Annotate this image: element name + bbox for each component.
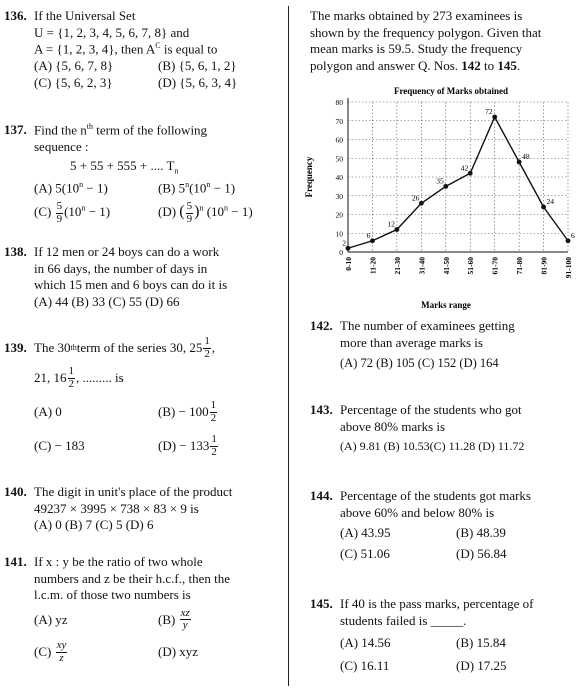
- option-d[interactable]: (D) {5, 6, 3, 4}: [158, 74, 238, 90]
- options: [4, 434, 282, 458]
- data-label: 24: [546, 197, 555, 206]
- chart-axes: [348, 98, 568, 252]
- option-b[interactable]: (B) − 100 $\frac{1}{2}$: [158, 399, 217, 424]
- data-point: [419, 201, 424, 206]
- option-b[interactable]: (B) $\frac{xz}{y}$: [158, 606, 190, 632]
- options: [310, 546, 576, 563]
- x-tick-label: 21-30: [392, 257, 402, 275]
- options: [310, 658, 576, 675]
- data-point: [443, 184, 448, 189]
- y-axis-label: Frequency: [304, 156, 314, 198]
- question-text: above 80% marks is: [340, 418, 446, 434]
- question-text: The 30: [34, 339, 71, 355]
- data-label: 6: [571, 230, 575, 240]
- options: [4, 180, 282, 197]
- options: [310, 525, 576, 542]
- question-text: 21, 16 $\frac{1}{2}$ , ......... is: [34, 365, 124, 390]
- question-text: Find the n: [34, 122, 87, 138]
- option-a[interactable]: (A) 14.56: [340, 635, 391, 651]
- options: [310, 635, 576, 652]
- y-tick-label: 20: [335, 210, 343, 220]
- question-text: in 66 days, the number of days in: [34, 260, 208, 276]
- options: [4, 75, 282, 92]
- question-number: 143.: [310, 402, 333, 417]
- option-c[interactable]: (C) 51.06: [340, 545, 390, 561]
- question-text: more than average marks is: [340, 334, 483, 350]
- chart-title: Frequency of Marks obtained: [393, 86, 509, 96]
- data-label: 6: [366, 230, 371, 240]
- option-a[interactable]: (A) {5, 6, 7, 8}: [34, 58, 114, 74]
- data-point: [517, 160, 522, 165]
- question-text: 49237 × 3995 × 738 × 83 × 9 is: [34, 500, 199, 516]
- question-text: which 15 men and 6 boys can do it is: [34, 277, 228, 293]
- option-a[interactable]: (A) yz: [34, 611, 68, 627]
- chart-series: [342, 107, 575, 251]
- question-text: numbers and z be their h.c.f., then the: [34, 570, 231, 586]
- option-c[interactable]: (C) {5, 6, 2, 3}: [34, 74, 113, 90]
- y-tick-label: 70: [335, 116, 343, 126]
- y-tick-label: 80: [335, 98, 343, 107]
- question-145: [310, 596, 576, 675]
- x-tick-label: 81-90: [539, 257, 549, 275]
- options[interactable]: (A) 0 (B) 7 (C) 5 (D) 6: [34, 517, 154, 533]
- chart-grid: [348, 102, 568, 252]
- question-text: The number of examinees getting: [340, 318, 515, 333]
- option-c[interactable]: (C) − 183: [34, 438, 85, 454]
- data-label: 42: [460, 163, 469, 173]
- passage-intro: [310, 8, 576, 75]
- option-a[interactable]: (A) $5(10^n - 1)$: [34, 180, 108, 196]
- question-number: 140.: [4, 484, 27, 499]
- option-d[interactable]: (D) ( $\frac{5}{9}$ )$^n$ $(10^n - 1)$: [158, 200, 253, 225]
- option-c[interactable]: (C) $\frac{xy}{z}$: [34, 638, 67, 664]
- passage-text: mean marks is 59.5. Study the frequency: [310, 41, 523, 57]
- question-number: 144.: [310, 488, 333, 503]
- question-139: 139. The 30 th term of the series 30, 25 $\frac{1}{2}$ , 21, 16 $\frac{1}{2}$ , ......... is (A) 0 (B) − 100 $\frac{1}{2}$ (C) − 183 (D) − 133 $\frac{1}{2}$: [4, 336, 282, 458]
- data-label: 26: [411, 193, 420, 203]
- option-d[interactable]: (D) 17.25: [456, 657, 507, 673]
- question-text: sequence :: [34, 138, 89, 154]
- options[interactable]: (A) 44 (B) 33 (C) 55 (D) 66: [34, 293, 180, 309]
- question-text: above 60% and below 80% is: [340, 504, 495, 520]
- data-point: [492, 115, 497, 120]
- x-tick-label: 71-80: [515, 257, 525, 275]
- y-tick-label: 30: [335, 191, 343, 201]
- question-number: 137.: [4, 122, 27, 138]
- question-138: [4, 244, 282, 311]
- data-label: 35: [436, 176, 444, 186]
- question-text: If 40 is the pass marks, percentage of: [340, 596, 534, 611]
- option-c[interactable]: (C) $\frac{5}{9}$ $(10^n - 1)$: [34, 200, 111, 225]
- data-point: [394, 227, 399, 232]
- question-text: students failed is _____.: [340, 612, 467, 628]
- question-text: Percentage of the students got marks: [340, 488, 531, 503]
- options: [4, 400, 282, 424]
- x-tick-label: 61-70: [490, 257, 500, 275]
- options: [4, 640, 282, 664]
- options: [4, 58, 282, 75]
- question-text: U = {1, 2, 3, 4, 5, 6, 7, 8} and: [34, 24, 190, 40]
- option-b[interactable]: (B) $5^n(10^n - 1)$: [158, 180, 236, 196]
- passage-text: The marks obtained by 273 examinees is: [310, 8, 523, 23]
- option-a[interactable]: (A) 43.95: [340, 525, 391, 541]
- question-text: A = {1, 2, 3, 4}, then $A^C$ is equal to: [34, 41, 218, 57]
- frequency-polygon-chart: [296, 82, 576, 312]
- y-tick-label: 50: [335, 154, 343, 164]
- question-text: If 12 men or 24 boys can do a work: [34, 244, 220, 259]
- option-b[interactable]: (B) {5, 6, 1, 2}: [158, 58, 237, 74]
- options: [4, 608, 282, 632]
- option-b[interactable]: (B) 15.84: [456, 635, 506, 651]
- question-text: If the Universal Set: [34, 8, 136, 23]
- data-label: 48: [522, 152, 530, 161]
- x-tick-label: 31-40: [417, 257, 427, 275]
- option-c[interactable]: (C) 16.11: [340, 657, 390, 673]
- question-number: 136.: [4, 8, 27, 23]
- question-number: 139.: [4, 339, 27, 355]
- question-text: Percentage of the students who got: [340, 402, 522, 417]
- question-140: [4, 484, 282, 534]
- y-tick-label: 40: [335, 173, 343, 182]
- data-point: [346, 246, 351, 251]
- x-tick-label: 0-10: [344, 257, 353, 271]
- data-point: [566, 238, 571, 243]
- question-number: 142.: [310, 318, 333, 333]
- question-number: 141.: [4, 554, 27, 569]
- y-tick-label: 10: [335, 229, 343, 239]
- passage-text: polygon and answer Q. Nos. 142 to 145.: [310, 57, 521, 73]
- data-point: [370, 238, 375, 243]
- question-142: [310, 318, 576, 371]
- passage-text: shown by the frequency polygon. Given that: [310, 24, 542, 40]
- option-d[interactable]: (D) xyz: [158, 643, 199, 659]
- data-point: [541, 205, 546, 210]
- question-text: l.c.m. of those two numbers is: [34, 587, 191, 603]
- x-axis-label: Marks range: [421, 300, 471, 310]
- option-a[interactable]: (A) 0: [34, 403, 62, 419]
- option-d[interactable]: (D) − 133 $\frac{1}{2}$: [158, 433, 217, 458]
- question-number: 138.: [4, 244, 27, 259]
- data-point: [468, 171, 473, 176]
- question-text: If x : y be the ratio of two whole: [34, 554, 203, 569]
- chart-y-ticks: [336, 98, 344, 257]
- data-label: 2: [342, 238, 346, 248]
- question-text: The digit in unit's place of the product: [34, 484, 233, 499]
- x-tick-label: 91-100: [564, 257, 573, 279]
- x-tick-label: 51-60: [466, 257, 476, 275]
- question-141: [4, 554, 282, 664]
- x-tick-label: 11-20: [368, 257, 378, 275]
- options[interactable]: (A) 9.81 (B) 10.53(C) 11.28 (D) 11.72: [340, 439, 525, 454]
- column-divider: [288, 6, 289, 686]
- question-144: [310, 488, 576, 563]
- question-136: [4, 8, 282, 91]
- y-tick-label: 0: [339, 248, 343, 257]
- options: [4, 201, 282, 225]
- question-143: [310, 402, 576, 455]
- x-tick-label: 41-50: [441, 257, 451, 275]
- data-label: 72: [485, 107, 493, 116]
- options[interactable]: (A) 72 (B) 105 (C) 152 (D) 164: [340, 356, 499, 371]
- series-line: [348, 117, 568, 248]
- data-label: 12: [387, 219, 395, 229]
- option-b[interactable]: (B) 48.39: [456, 525, 506, 541]
- question-number: 145.: [310, 596, 333, 611]
- chart-x-ticks: [344, 257, 573, 278]
- sequence: 5 + 55 + 555 + .... $T_n$: [70, 157, 179, 176]
- y-tick-label: 60: [335, 135, 343, 145]
- question-137: 137. Find the $n^{th}$ term of the following sequence : 5 + 55 + 555 + .... $T_n$ (A) $5(10^n - 1)$ (B) $5^n(10^n - 1)$ (C) $\frac{5}{9}$ $(10^n - 1)$ (D) ( $\frac{5}{9}$ )$^n$ $(10^n - 1)$: [4, 122, 282, 225]
- option-d[interactable]: (D) 56.84: [456, 545, 507, 561]
